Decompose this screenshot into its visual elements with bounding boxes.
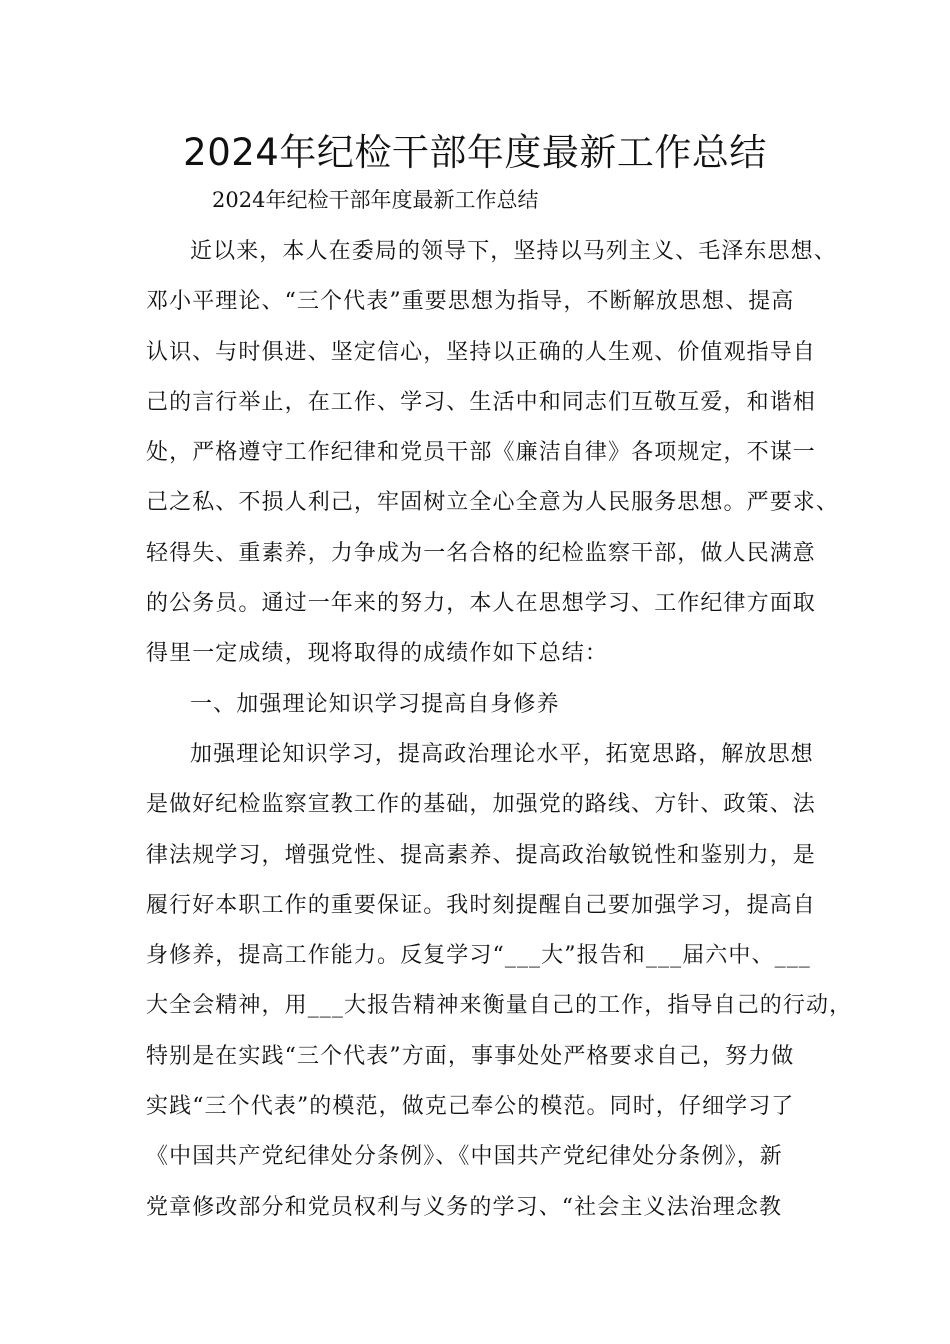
paragraph-line: 律法规学习，增强党性、提高素养、提高政治敏锐性和鉴别力，是: [146, 842, 816, 868]
section-heading: 一、加强理论知识学习提高自身修养: [190, 691, 560, 717]
paragraph-line: 实践“三个代表”的模范，做克己奉公的模范。同时，仔细学习了: [146, 1094, 795, 1120]
paragraph-line: 邓小平理论、“三个代表”重要思想为指导，不断解放思想、提高: [146, 289, 795, 315]
paragraph-line: 认识、与时俱进、坚定信心，坚持以正确的人生观、价值观指导自: [146, 339, 816, 365]
paragraph-line: 己之私、不损人利己，牢固树立全心全意为人民服务思想。严要求、: [146, 490, 840, 516]
paragraph-line: 身修养，提高工作能力。反复学习“___大”报告和___届六中、___: [146, 943, 811, 969]
paragraph-line: 处，严格遵守工作纪律和党员干部《廉洁自律》各项规定，不谋一: [146, 440, 816, 466]
document-body: [146, 231, 853, 1237]
paragraph-line: 得里一定成绩，现将取得的成绩作如下总结：: [146, 641, 609, 667]
document-subtitle: 2024年纪检干部年度最新工作总结: [212, 188, 539, 212]
paragraph-line: 《中国共产党纪律处分条例》、《中国共产党纪律处分条例》，新: [146, 1144, 783, 1170]
paragraph-line: 近以来，本人在委局的领导下，坚持以马列主义、毛泽东思想、: [190, 239, 837, 264]
paragraph-line: 大全会精神，用___大报告精神来衡量自己的工作，指导自己的行动，: [146, 993, 853, 1019]
paragraph-line: 的公务员。通过一年来的努力，本人在思想学习、工作纪律方面取: [146, 591, 816, 617]
paragraph-line: 党章修改部分和党员权利与义务的学习、“社会主义法治理念教: [146, 1194, 783, 1220]
paragraph-line: 特别是在实践“三个代表”方面，事事处处严格要求自己，努力做: [146, 1043, 795, 1069]
paragraph-line: 己的言行举止，在工作、学习、生活中和同志们互敬互爱，和谐相: [146, 389, 816, 415]
document-title: 2024年纪检干部年度最新工作总结: [183, 131, 767, 174]
paragraph-line: 是做好纪检监察宣教工作的基础，加强党的路线、方针、政策、法: [146, 792, 816, 818]
paragraph-line: 履行好本职工作的重要保证。我时刻提醒自己要加强学习，提高自: [146, 892, 816, 918]
paragraph-line: 轻得失、重素养，力争成为一名合格的纪检监察干部，做人民满意: [146, 540, 816, 566]
paragraph-line: 加强理论知识学习，提高政治理论水平，拓宽思路，解放思想: [190, 741, 814, 767]
